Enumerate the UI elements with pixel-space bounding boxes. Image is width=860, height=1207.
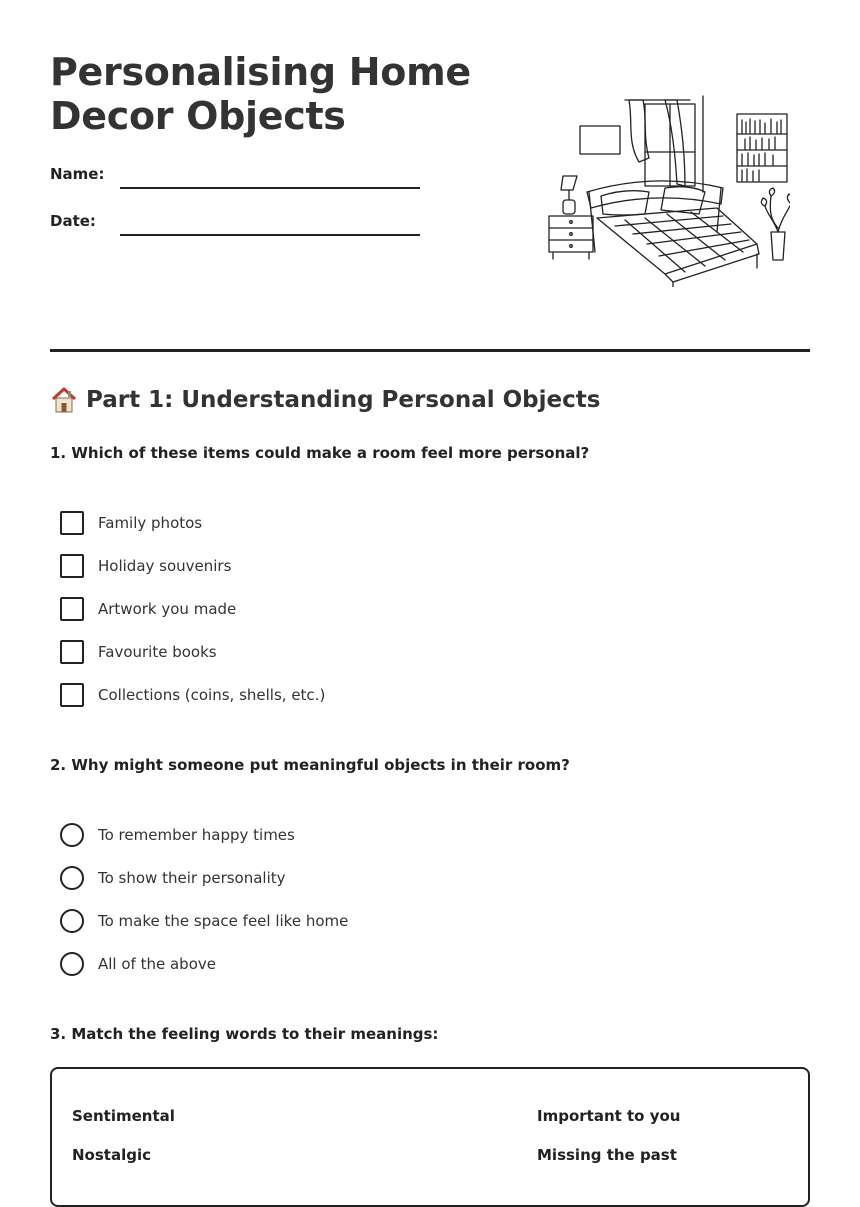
checkbox[interactable] (60, 597, 84, 621)
date-label: Date: (50, 212, 96, 230)
q1-option[interactable] (60, 596, 236, 622)
q1-option[interactable] (60, 682, 325, 708)
option-label: Collections (coins, shells, etc.) (98, 686, 326, 704)
question-2: 2. Why might someone put meaningful objects in their room? (50, 756, 570, 774)
name-label: Name: (50, 165, 105, 183)
radio-button[interactable] (60, 909, 84, 933)
name-field[interactable] (120, 187, 420, 189)
match-term[interactable]: Sentimental (72, 1107, 175, 1125)
option-label: Holiday souvenirs (98, 557, 232, 575)
worksheet-title (50, 50, 480, 138)
house-icon (50, 386, 78, 414)
matching-box (50, 1067, 810, 1207)
question-1: 1. Which of these items could make a room feel more personal? (50, 444, 590, 462)
match-meaning[interactable]: Missing the past (537, 1146, 677, 1164)
radio-button[interactable] (60, 952, 84, 976)
radio-button[interactable] (60, 866, 84, 890)
option-label: To show their personality (98, 869, 286, 887)
option-label: All of the above (98, 955, 216, 973)
section-divider (50, 349, 810, 352)
match-term[interactable]: Nostalgic (72, 1146, 151, 1164)
checkbox[interactable] (60, 511, 84, 535)
checkbox[interactable] (60, 683, 84, 707)
q2-option[interactable] (60, 865, 286, 891)
option-label: To remember happy times (98, 826, 295, 844)
match-meaning[interactable]: Important to you (537, 1107, 681, 1125)
date-field[interactable] (120, 234, 420, 236)
radio-button[interactable] (60, 823, 84, 847)
option-label: Artwork you made (98, 600, 237, 618)
option-label: Favourite books (98, 643, 217, 661)
q1-option[interactable] (60, 553, 231, 579)
checkbox[interactable] (60, 640, 84, 664)
q2-option[interactable] (60, 908, 348, 934)
title-line-1: Personalising Home (50, 50, 471, 94)
title-line-2: Decor Objects (50, 94, 346, 138)
part-1-title: Part 1: Understanding Personal Objects (86, 387, 601, 413)
q1-option[interactable] (60, 510, 202, 536)
option-label: To make the space feel like home (98, 912, 349, 930)
part-1-heading (50, 386, 600, 414)
q2-option[interactable] (60, 951, 216, 977)
checkbox[interactable] (60, 554, 84, 578)
option-label: Family photos (98, 514, 203, 532)
bedroom-illustration (545, 92, 790, 287)
q1-option[interactable] (60, 639, 217, 665)
question-3: 3. Match the feeling words to their meanings: (50, 1025, 439, 1043)
q2-option[interactable] (60, 822, 295, 848)
